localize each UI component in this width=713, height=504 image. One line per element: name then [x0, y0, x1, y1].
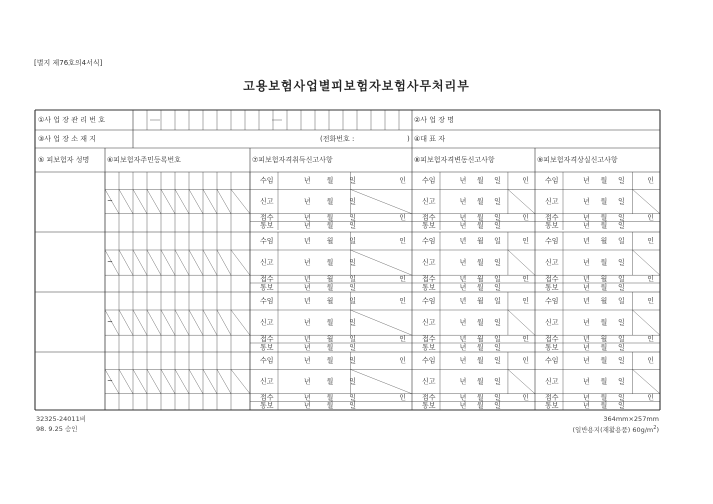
date-month: 월: [476, 356, 484, 365]
date-year: 년: [583, 297, 590, 305]
grid-line: [161, 189, 175, 213]
date-year: 년: [303, 275, 311, 284]
date-month: 월: [326, 335, 334, 344]
tilde-mark: ~: [107, 258, 113, 266]
date-year: 년: [303, 197, 311, 206]
date-month: 월: [326, 275, 334, 284]
date-year: 년: [583, 221, 590, 230]
biz-name-label: ②사 업 장 명: [414, 116, 454, 124]
date-month: 월: [600, 318, 608, 327]
row-label: 통보: [422, 283, 436, 292]
seal-mark: 인: [399, 356, 406, 365]
date-month: 월: [476, 318, 484, 327]
date-year: 년: [583, 377, 590, 386]
row-label: 신고: [422, 258, 436, 267]
date-day: 일: [494, 221, 501, 230]
date-day: 일: [618, 343, 625, 352]
col-acquisition: ⑦피보험자격취득신고사항: [252, 156, 333, 164]
date-month: 월: [476, 197, 484, 206]
grid-line: [231, 189, 250, 213]
approval-date: 98. 9.25 승인: [36, 425, 78, 433]
date-day: 일: [494, 237, 501, 245]
date-day: 일: [618, 213, 625, 222]
date-month: 월: [600, 258, 608, 267]
date-year: 년: [583, 335, 590, 344]
date-day: 일: [618, 258, 625, 267]
date-day: 일: [618, 197, 625, 206]
grid-line: [633, 189, 661, 213]
date-year: 년: [583, 393, 590, 402]
date-day: 일: [494, 258, 501, 267]
date-day: 일: [494, 297, 501, 305]
seal-mark: 인: [647, 335, 654, 344]
date-year: 년: [303, 343, 311, 352]
seal-mark: 인: [647, 356, 654, 365]
row-label: 수임: [545, 237, 559, 245]
date-month: 월: [476, 237, 484, 245]
row-label: 수임: [422, 356, 436, 365]
date-day: 일: [349, 401, 357, 410]
seal-mark: 인: [647, 297, 654, 305]
date-month: 월: [600, 335, 608, 344]
row-label: 신고: [260, 258, 274, 267]
date-day: 일: [618, 275, 625, 284]
grid-line: [147, 369, 161, 393]
date-month: 월: [600, 401, 608, 410]
row-label: 접수: [260, 335, 274, 344]
grid-line: [203, 189, 217, 213]
row-label: 신고: [260, 318, 274, 327]
date-month: 월: [476, 283, 484, 292]
row-label: 접수: [545, 213, 559, 222]
date-day: 일: [349, 393, 357, 402]
date-day: 일: [618, 221, 625, 230]
date-day: 일: [494, 343, 501, 352]
seal-mark: 인: [522, 275, 529, 284]
grid-line: [189, 250, 203, 275]
grid-line: [217, 250, 231, 275]
row-label: 통보: [422, 343, 436, 352]
date-day: 일: [349, 213, 357, 222]
date-month: 월: [326, 213, 334, 222]
date-month: 월: [326, 318, 334, 327]
grid-line: [217, 369, 231, 393]
grid-line: [350, 189, 412, 213]
row-label: 신고: [545, 197, 559, 206]
date-year: 년: [303, 318, 311, 327]
date-month: 월: [600, 221, 608, 230]
date-year: 년: [459, 335, 467, 344]
row-label: 수임: [260, 176, 274, 185]
date-month: 월: [326, 237, 334, 245]
date-month: 월: [600, 393, 608, 402]
date-year: 년: [459, 221, 467, 230]
date-day: 일: [349, 275, 357, 284]
date-year: 년: [303, 258, 311, 267]
grid-line: [175, 310, 189, 335]
date-day: 일: [618, 283, 625, 292]
date-month: 월: [476, 401, 484, 410]
date-day: 일: [349, 297, 357, 305]
date-year: 년: [459, 377, 467, 386]
date-day: 일: [618, 393, 625, 402]
date-year: 년: [583, 197, 590, 206]
representative-label: ④대 표 자: [414, 135, 446, 143]
date-day: 일: [618, 401, 625, 410]
biz-mgmt-no-label: ①사 업 장 관 리 번 호: [38, 116, 105, 124]
date-day: 일: [494, 401, 501, 410]
date-month: 월: [600, 377, 608, 386]
date-day: 일: [349, 283, 357, 292]
date-year: 년: [459, 275, 467, 284]
grid-line: [350, 250, 412, 275]
date-year: 년: [459, 213, 467, 222]
date-month: 월: [476, 258, 484, 267]
grid-line: [189, 189, 203, 213]
date-day: 일: [494, 377, 501, 386]
date-day: 일: [349, 237, 357, 245]
row-label: 신고: [545, 377, 559, 386]
col-loss: ⑨피보험자격상실신고사항: [537, 156, 618, 164]
row-label: 수임: [422, 176, 436, 185]
seal-mark: 인: [522, 356, 529, 365]
row-label: 통보: [545, 401, 559, 410]
date-year: 년: [459, 343, 467, 352]
date-day: 일: [349, 356, 357, 365]
date-year: 년: [303, 297, 311, 305]
page-title: 고용보험사업별피보험자보험사무처리부: [243, 79, 470, 93]
row-label: 수임: [260, 356, 274, 365]
grid-line: [161, 250, 175, 275]
seal-mark: 인: [522, 176, 529, 185]
seal-mark: 인: [399, 176, 406, 185]
row-label: 통보: [422, 221, 436, 230]
date-day: 일: [494, 393, 501, 402]
grid-line: [119, 369, 133, 393]
date-month: 월: [476, 275, 484, 284]
date-year: 년: [459, 258, 467, 267]
row-label: 신고: [422, 197, 436, 206]
date-year: 년: [303, 176, 311, 185]
row-label: 접수: [545, 393, 559, 402]
date-day: 일: [349, 318, 357, 327]
grid-line: [119, 189, 133, 213]
date-month: 월: [600, 283, 608, 292]
seal-mark: 인: [647, 213, 654, 222]
date-year: 년: [583, 213, 590, 222]
date-year: 년: [459, 318, 467, 327]
date-year: 년: [303, 393, 311, 402]
date-year: 년: [459, 283, 467, 292]
tilde-mark: ~: [107, 197, 113, 205]
row-label: 수임: [545, 176, 559, 185]
grid-line: [189, 310, 203, 335]
date-day: 일: [349, 221, 357, 230]
date-month: 월: [326, 258, 334, 267]
date-year: 년: [583, 275, 590, 284]
paper-type-sup: 2: [653, 425, 657, 431]
date-month: 월: [600, 213, 608, 222]
row-label: 수임: [260, 237, 274, 245]
grid-line: [119, 310, 133, 335]
date-year: 년: [583, 343, 590, 352]
date-day: 일: [494, 318, 501, 327]
row-label: 수임: [545, 297, 559, 305]
date-year: 년: [459, 176, 467, 185]
grid-line: [133, 250, 147, 275]
date-day: 일: [349, 258, 357, 267]
row-label: 통보: [545, 221, 559, 230]
paper-type: [572, 426, 659, 434]
seal-mark: 인: [647, 176, 654, 185]
row-label: 접수: [545, 335, 559, 344]
grid-line: [133, 369, 147, 393]
grid-line: [231, 250, 250, 275]
date-year: 년: [583, 237, 590, 245]
date-month: 월: [326, 283, 334, 292]
grid-line: [633, 369, 661, 393]
date-year: 년: [459, 393, 467, 402]
seal-mark: 인: [647, 275, 654, 284]
date-year: 년: [583, 318, 590, 327]
grid-line: [189, 369, 203, 393]
date-month: 월: [600, 237, 608, 245]
date-year: 년: [459, 197, 467, 206]
row-label: 접수: [260, 275, 274, 284]
seal-mark: 인: [399, 297, 406, 305]
tilde-mark: ~: [107, 377, 113, 385]
seal-mark: 인: [399, 275, 406, 284]
date-year: 년: [583, 258, 590, 267]
grid-line: [147, 310, 161, 335]
seal-mark: 인: [522, 237, 529, 245]
row-label: 통보: [260, 283, 274, 292]
row-label: 수임: [422, 297, 436, 305]
date-day: 일: [494, 356, 501, 365]
paper-type-text: (일반용지(재활용품) 60g/m: [572, 426, 654, 435]
date-month: 월: [476, 335, 484, 344]
date-day: 일: [349, 377, 357, 386]
date-month: 월: [476, 297, 484, 305]
row-label: 통보: [260, 401, 274, 410]
grid-line: [147, 250, 161, 275]
date-year: 년: [303, 401, 311, 410]
seal-mark: 인: [399, 335, 406, 344]
grid-line: [350, 310, 412, 335]
date-month: 월: [476, 343, 484, 352]
date-day: 일: [349, 343, 357, 352]
date-month: 월: [326, 377, 334, 386]
date-month: 월: [600, 297, 608, 305]
date-year: 년: [583, 283, 590, 292]
seal-mark: 인: [399, 213, 406, 222]
date-month: 월: [600, 275, 608, 284]
biz-address-label: ③사 업 장 소 재 지: [38, 135, 96, 143]
paper-type-close: ): [656, 426, 659, 435]
row-label: 통보: [260, 221, 274, 230]
grid-line: [508, 189, 535, 213]
seal-mark: 인: [647, 393, 654, 402]
date-month: 월: [326, 176, 334, 185]
date-month: 월: [326, 297, 334, 305]
date-year: 년: [583, 176, 590, 185]
date-day: 일: [618, 297, 625, 305]
row-label: 접수: [260, 213, 274, 222]
date-month: 월: [326, 356, 334, 365]
date-day: 일: [494, 335, 501, 344]
date-day: 일: [494, 283, 501, 292]
date-month: 월: [600, 356, 608, 365]
date-day: 일: [349, 335, 357, 344]
date-year: 년: [583, 356, 590, 365]
row-label: 수임: [260, 297, 274, 305]
date-year: 년: [303, 213, 311, 222]
grid-line: [350, 369, 412, 393]
row-label: 신고: [422, 377, 436, 386]
grid-line: [175, 369, 189, 393]
form-code: 32325-24011비: [36, 415, 86, 423]
date-year: 년: [303, 283, 311, 292]
grid-line: [633, 250, 661, 275]
phone-label: (전화번호 :: [320, 135, 355, 143]
col-insured-name: ⑤ 피보험자 성명: [38, 156, 90, 164]
row-label: 신고: [545, 258, 559, 267]
row-label: 수임: [422, 237, 436, 245]
seal-mark: 인: [522, 297, 529, 305]
grid-line: [133, 189, 147, 213]
date-month: 월: [476, 176, 484, 185]
row-label: 접수: [545, 275, 559, 284]
date-year: 년: [303, 237, 311, 245]
grid-line: [217, 189, 231, 213]
row-label: 신고: [422, 318, 436, 327]
grid-line: [508, 310, 535, 335]
row-label: 접수: [422, 275, 436, 284]
date-year: 년: [303, 377, 311, 386]
date-year: 년: [459, 297, 467, 305]
grid-line: [203, 369, 217, 393]
row-label: 신고: [260, 377, 274, 386]
seal-mark: 인: [399, 237, 406, 245]
row-label: 통보: [545, 283, 559, 292]
row-label: 접수: [260, 393, 274, 402]
date-month: 월: [476, 377, 484, 386]
date-month: 월: [476, 213, 484, 222]
grid-line: [217, 310, 231, 335]
row-label: 통보: [545, 343, 559, 352]
row-label: 통보: [422, 401, 436, 410]
seal-mark: 인: [522, 213, 529, 222]
grid-line: [147, 189, 161, 213]
form-tag: [별지 제76호의4서식]: [34, 59, 103, 67]
date-day: 일: [618, 335, 625, 344]
date-year: 년: [303, 356, 311, 365]
date-month: 월: [600, 176, 608, 185]
date-month: 월: [326, 401, 334, 410]
seal-mark: 인: [647, 237, 654, 245]
col-change: ⑧피보험자격변동신고사항: [414, 156, 495, 164]
date-year: 년: [303, 221, 311, 230]
date-month: 월: [326, 393, 334, 402]
paper-size: 364mm×257mm: [603, 415, 659, 423]
tilde-mark: ~: [107, 318, 113, 326]
date-day: 일: [618, 377, 625, 386]
date-day: 일: [494, 176, 501, 185]
seal-mark: 인: [522, 393, 529, 402]
grid-line: [231, 310, 250, 335]
row-label: 접수: [422, 335, 436, 344]
date-month: 월: [600, 343, 608, 352]
date-day: 일: [494, 275, 501, 284]
row-label: 접수: [422, 393, 436, 402]
date-month: 월: [600, 197, 608, 206]
grid-line: [175, 250, 189, 275]
seal-mark: 인: [399, 393, 406, 402]
grid-line: [203, 310, 217, 335]
date-year: 년: [459, 237, 467, 245]
grid-line: [133, 310, 147, 335]
date-day: 일: [494, 197, 501, 206]
grid-line: [161, 369, 175, 393]
grid-line: [508, 250, 535, 275]
date-year: 년: [303, 335, 311, 344]
date-day: 일: [618, 176, 625, 185]
date-month: 월: [326, 221, 334, 230]
date-month: 월: [326, 343, 334, 352]
date-month: 월: [476, 393, 484, 402]
date-year: 년: [583, 401, 590, 410]
row-label: 수임: [545, 356, 559, 365]
row-label: 통보: [260, 343, 274, 352]
date-day: 일: [618, 237, 625, 245]
col-resident-no: ⑥피보험자주민등록번호: [107, 156, 181, 164]
date-year: 년: [459, 401, 467, 410]
row-label: 접수: [422, 213, 436, 222]
phone-close: ): [407, 135, 410, 143]
date-day: 일: [618, 356, 625, 365]
row-label: 신고: [545, 318, 559, 327]
date-day: 일: [349, 197, 357, 206]
row-label: 신고: [260, 197, 274, 206]
date-day: 일: [494, 213, 501, 222]
date-month: 월: [476, 221, 484, 230]
grid-line: [203, 250, 217, 275]
grid-line: [119, 250, 133, 275]
grid-line: [175, 189, 189, 213]
date-year: 년: [459, 356, 467, 365]
grid-line: [161, 310, 175, 335]
grid-line: [231, 369, 250, 393]
seal-mark: 인: [522, 335, 529, 344]
date-month: 월: [326, 197, 334, 206]
date-day: 일: [349, 176, 357, 185]
grid-line: [633, 310, 661, 335]
grid-line: [508, 369, 535, 393]
date-day: 일: [618, 318, 625, 327]
